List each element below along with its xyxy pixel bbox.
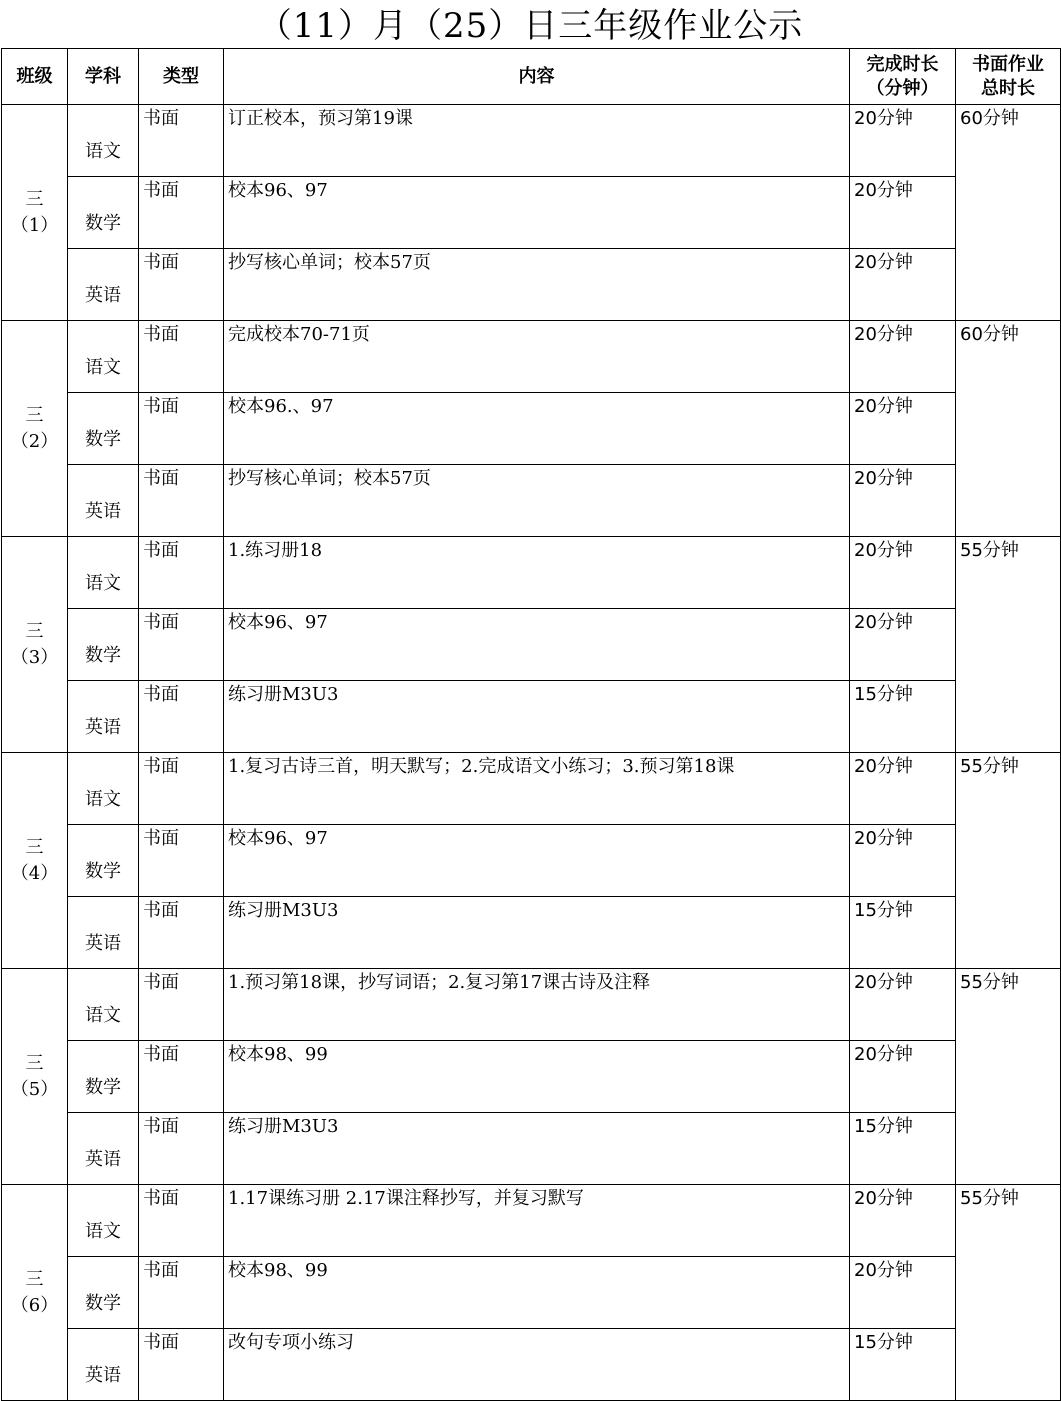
class-cell bbox=[2, 537, 68, 753]
class-name-line1: 三 bbox=[25, 1268, 44, 1290]
homework-table bbox=[1, 48, 1061, 1401]
subject-cell: 英语 bbox=[68, 1329, 139, 1401]
table-row bbox=[2, 681, 1061, 753]
type-cell: 书面 bbox=[139, 1185, 224, 1257]
table-row bbox=[2, 537, 1061, 609]
table-row bbox=[2, 753, 1061, 825]
table-row bbox=[2, 609, 1061, 681]
content-cell: 完成校本70-71页 bbox=[224, 321, 850, 393]
type-cell: 书面 bbox=[139, 321, 224, 393]
subject-cell: 语文 bbox=[68, 105, 139, 177]
table-row bbox=[2, 393, 1061, 465]
content-cell: 校本96、97 bbox=[224, 177, 850, 249]
type-cell: 书面 bbox=[139, 105, 224, 177]
subject-cell: 数学 bbox=[68, 393, 139, 465]
content-cell: 1.复习古诗三首，明天默写；2.完成语文小练习；3.预习第18课 bbox=[224, 753, 850, 825]
table-row bbox=[2, 969, 1061, 1041]
content-cell: 校本96、97 bbox=[224, 825, 850, 897]
subject-cell: 语文 bbox=[68, 321, 139, 393]
type-cell: 书面 bbox=[139, 681, 224, 753]
class-name-line2: （6） bbox=[10, 1294, 59, 1316]
time-cell: 20分钟 bbox=[850, 1257, 956, 1329]
content-cell: 改句专项小练习 bbox=[224, 1329, 850, 1401]
time-cell: 20分钟 bbox=[850, 393, 956, 465]
subject-cell: 数学 bbox=[68, 825, 139, 897]
time-cell: 20分钟 bbox=[850, 465, 956, 537]
total-time-cell: 55分钟 bbox=[956, 753, 1061, 969]
content-cell: 1.17课练习册 2.17课注释抄写，并复习默写 bbox=[224, 1185, 850, 1257]
subject-cell: 英语 bbox=[68, 249, 139, 321]
type-cell: 书面 bbox=[139, 465, 224, 537]
header-class: 班级 bbox=[2, 49, 68, 105]
class-cell bbox=[2, 969, 68, 1185]
table-row bbox=[2, 465, 1061, 537]
table-row bbox=[2, 1185, 1061, 1257]
content-cell: 校本98、99 bbox=[224, 1257, 850, 1329]
subject-cell: 语文 bbox=[68, 537, 139, 609]
header-subject: 学科 bbox=[68, 49, 139, 105]
time-cell: 15分钟 bbox=[850, 681, 956, 753]
class-name-line2: （3） bbox=[10, 646, 59, 668]
subject-cell: 数学 bbox=[68, 1041, 139, 1113]
content-cell: 校本96、97 bbox=[224, 609, 850, 681]
time-cell: 20分钟 bbox=[850, 1041, 956, 1113]
time-cell: 20分钟 bbox=[850, 969, 956, 1041]
content-cell: 练习册M3U3 bbox=[224, 1113, 850, 1185]
type-cell: 书面 bbox=[139, 537, 224, 609]
content-cell: 练习册M3U3 bbox=[224, 681, 850, 753]
content-cell: 抄写核心单词；校本57页 bbox=[224, 465, 850, 537]
class-name-line1: 三 bbox=[25, 1052, 44, 1074]
time-cell: 20分钟 bbox=[850, 105, 956, 177]
content-cell: 抄写核心单词；校本57页 bbox=[224, 249, 850, 321]
time-cell: 20分钟 bbox=[850, 177, 956, 249]
header-row bbox=[2, 49, 1061, 105]
header-time-line1: 完成时长 bbox=[866, 53, 939, 75]
subject-cell: 英语 bbox=[68, 897, 139, 969]
type-cell: 书面 bbox=[139, 897, 224, 969]
total-time-cell: 60分钟 bbox=[956, 105, 1061, 321]
class-cell bbox=[2, 105, 68, 321]
content-cell: 1.练习册18 bbox=[224, 537, 850, 609]
time-cell: 20分钟 bbox=[850, 321, 956, 393]
table-row bbox=[2, 105, 1061, 177]
time-cell: 15分钟 bbox=[850, 1113, 956, 1185]
content-cell: 校本98、99 bbox=[224, 1041, 850, 1113]
header-type: 类型 bbox=[139, 49, 224, 105]
subject-cell: 语文 bbox=[68, 969, 139, 1041]
class-name-line1: 三 bbox=[25, 404, 44, 426]
table-row bbox=[2, 1113, 1061, 1185]
subject-cell: 数学 bbox=[68, 609, 139, 681]
subject-cell: 数学 bbox=[68, 1257, 139, 1329]
total-time-cell: 60分钟 bbox=[956, 321, 1061, 537]
time-cell: 20分钟 bbox=[850, 1185, 956, 1257]
class-cell bbox=[2, 1185, 68, 1401]
table-row bbox=[2, 249, 1061, 321]
time-cell: 20分钟 bbox=[850, 537, 956, 609]
class-name-line1: 三 bbox=[25, 836, 44, 858]
header-total bbox=[956, 49, 1061, 105]
type-cell: 书面 bbox=[139, 393, 224, 465]
type-cell: 书面 bbox=[139, 753, 224, 825]
subject-cell: 英语 bbox=[68, 1113, 139, 1185]
class-cell bbox=[2, 753, 68, 969]
page-title: （11）月（25）日三年级作业公示 bbox=[257, 6, 804, 46]
header-time bbox=[850, 49, 956, 105]
type-cell: 书面 bbox=[139, 177, 224, 249]
total-time-cell: 55分钟 bbox=[956, 1185, 1061, 1401]
type-cell: 书面 bbox=[139, 969, 224, 1041]
type-cell: 书面 bbox=[139, 1329, 224, 1401]
time-cell: 15分钟 bbox=[850, 1329, 956, 1401]
table-row bbox=[2, 897, 1061, 969]
table-row bbox=[2, 1041, 1061, 1113]
subject-cell: 语文 bbox=[68, 1185, 139, 1257]
time-cell: 15分钟 bbox=[850, 897, 956, 969]
subject-cell: 英语 bbox=[68, 465, 139, 537]
class-name-line1: 三 bbox=[25, 188, 44, 210]
table-row bbox=[2, 1257, 1061, 1329]
class-name-line2: （2） bbox=[10, 430, 59, 452]
table-row bbox=[2, 825, 1061, 897]
time-cell: 20分钟 bbox=[850, 609, 956, 681]
table-row bbox=[2, 177, 1061, 249]
class-name-line1: 三 bbox=[25, 620, 44, 642]
class-name-line2: （5） bbox=[10, 1078, 59, 1100]
header-total-line2: 总时长 bbox=[981, 77, 1035, 99]
type-cell: 书面 bbox=[139, 609, 224, 681]
content-cell: 校本96.、97 bbox=[224, 393, 850, 465]
table-body bbox=[2, 105, 1061, 1401]
type-cell: 书面 bbox=[139, 825, 224, 897]
header-total-line1: 书面作业 bbox=[972, 53, 1044, 75]
total-time-cell: 55分钟 bbox=[956, 969, 1061, 1185]
type-cell: 书面 bbox=[139, 1113, 224, 1185]
class-name-line2: （4） bbox=[10, 862, 59, 884]
class-cell bbox=[2, 321, 68, 537]
header-time-line2: （分钟） bbox=[866, 77, 939, 99]
subject-cell: 数学 bbox=[68, 177, 139, 249]
content-cell: 练习册M3U3 bbox=[224, 897, 850, 969]
type-cell: 书面 bbox=[139, 1041, 224, 1113]
time-cell: 20分钟 bbox=[850, 249, 956, 321]
header-content: 内容 bbox=[224, 49, 850, 105]
table-row bbox=[2, 321, 1061, 393]
type-cell: 书面 bbox=[139, 1257, 224, 1329]
class-name-line2: （1） bbox=[10, 214, 59, 236]
time-cell: 20分钟 bbox=[850, 825, 956, 897]
type-cell: 书面 bbox=[139, 249, 224, 321]
subject-cell: 英语 bbox=[68, 681, 139, 753]
subject-cell: 语文 bbox=[68, 753, 139, 825]
total-time-cell: 55分钟 bbox=[956, 537, 1061, 753]
content-cell: 1.预习第18课，抄写词语；2.复习第17课古诗及注释 bbox=[224, 969, 850, 1041]
time-cell: 20分钟 bbox=[850, 753, 956, 825]
content-cell: 订正校本，预习第19课 bbox=[224, 105, 850, 177]
